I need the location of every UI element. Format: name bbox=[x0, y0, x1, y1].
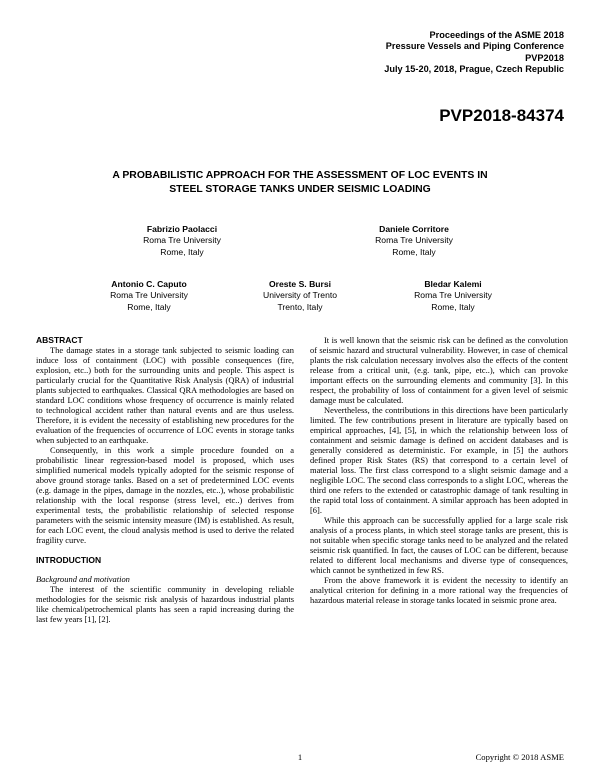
proceedings-line: July 15-20, 2018, Prague, Czech Republic bbox=[384, 63, 564, 74]
author-location: Rome, Italy bbox=[431, 301, 475, 312]
author-location: Rome, Italy bbox=[392, 246, 436, 257]
left-column bbox=[36, 335, 294, 624]
introduction-heading: INTRODUCTION bbox=[36, 555, 102, 566]
author-block bbox=[102, 224, 262, 258]
author-name: Bledar Kalemi bbox=[424, 279, 482, 289]
proceedings-line: Pressure Vessels and Piping Conference bbox=[385, 41, 564, 52]
right-column bbox=[310, 335, 568, 605]
introduction-subheading: Background and motivation bbox=[36, 574, 130, 585]
author-block bbox=[373, 279, 533, 313]
title-line: A PROBABILISTIC APPROACH FOR THE ASSESSMENT OF LOC EVENTS IN bbox=[112, 170, 488, 181]
body-paragraph: From the above framework it is evident the necessity to identify an analytical criterion for defining in a more rational way the frequencies of hazardous material release in storage tanks located in seismic prone area. bbox=[310, 575, 568, 606]
author-name: Daniele Corritore bbox=[379, 224, 449, 234]
body-paragraph: While this approach can be successfully applied for a large scale risk analysis of a process plants, in which steel storage tanks are present, this is not suitable when specific storage tanks need to be analyzed and the related seismic risk quantified. In fact, the causes of LOC can be different, because related to different local mechanisms and diverse type of consequences, which cannot be synthetized in few RS. bbox=[310, 515, 568, 576]
author-affiliation: Roma Tre University bbox=[110, 290, 188, 301]
author-affiliation: University of Trento bbox=[262, 290, 338, 301]
copyright-notice: Copyright © 2018 ASME bbox=[475, 752, 564, 762]
author-location: Trento, Italy bbox=[277, 301, 323, 312]
author-block bbox=[220, 279, 380, 313]
author-name: Oreste S. Bursi bbox=[268, 279, 332, 289]
author-affiliation: Roma Tre University bbox=[414, 290, 492, 301]
body-paragraph: It is well known that the seismic risk can be defined as the convolution of seismic hazard and structural vulnerability. However, in case of chemical plants the risk calculation necessary involves also the effects of the content release from a critical unit, (e.g. tank, pipe, etc..), which can provoke important effects on the surrounding elements and community [3]. In this respect, the probability of loss of containment for a given level of seismic damage must be calculated. bbox=[310, 335, 568, 406]
page-number: 1 bbox=[297, 752, 303, 762]
proceedings-block bbox=[384, 30, 564, 75]
author-name: Fabrizio Paolacci bbox=[146, 224, 218, 234]
author-location: Rome, Italy bbox=[127, 301, 171, 312]
paper-id: PVP2018-84374 bbox=[439, 106, 564, 125]
paper-title bbox=[40, 169, 560, 196]
body-paragraph: Nevertheless, the contributions in this directions have been particularly limited. The few contributions present in literature are typically based on empirical approaches, [4], [5], in which the relationship between loss of containment and seismic damage is defined on accident databases and is generally considered as deterministic. For example, in [5] the authors defined proper Risk States (RS) that correspond to a certain level of material loss. The first class correspond to a slight seismic damage and a negligible LOC. The second class corresponds to a slight LOC, whereas the third one refers to the extended or catastrophic damage of tank resulting in the rapid total loss of containment. A similar approach has been adopted in [6]. bbox=[310, 405, 568, 516]
proceedings-line: Proceedings of the ASME 2018 bbox=[429, 30, 564, 40]
author-block bbox=[334, 224, 494, 258]
author-name: Antonio C. Caputo bbox=[111, 279, 187, 289]
abstract-paragraph: The damage states in a storage tank subjected to seismic loading can induce loss of containment (LOC) with possible consequences (fire, explosion, etc..) both for the surrounding units and people. This aspect is particularly crucial for the Quantitative Risk Analysis (QRA) of industrial plants subjected to earthquakes. Classical QRA methodologies are based on standard LOC conditions whose frequency of occurrence is mainly related to technological accident rather than natural events and are thus useless. Therefore, it is evident the necessity of establishing new procedures for the evaluation of the frequencies of occurrence of LOC events in storage tanks when subjected to an earthquake. bbox=[36, 345, 294, 446]
introduction-paragraph: The interest of the scientific community in developing reliable methodologies for the seismic risk analysis of hazardous industrial plants like chemical/petrochemical plants has seen a rapid increasing during the last few years [1], [2]. bbox=[36, 584, 294, 625]
author-location: Rome, Italy bbox=[160, 246, 204, 257]
abstract-paragraph: Consequently, in this work a simple procedure founded on a probabilistic linear regression-based model is proposed, which uses simplified numerical models typically adopted for the seismic response of above ground storage tanks. Based on a set of predetermined LOC events (e.g. damage in the pipes, damage in the nozzles, etc..), whose probabilistic relationship with the local response (stress level, etc..) derives from experimental tests, the probabilistic relationship of selected response parameters with the seismic intensity measure (IM) is established. As result, for each LOC event, the cloud analysis method is used to derive the related fragility curve. bbox=[36, 445, 294, 546]
title-line: STEEL STORAGE TANKS UNDER SEISMIC LOADING bbox=[169, 183, 431, 195]
proceedings-line: PVP2018 bbox=[525, 52, 564, 63]
author-affiliation: Roma Tre University bbox=[143, 235, 221, 246]
abstract-heading: ABSTRACT bbox=[36, 335, 83, 345]
author-block bbox=[69, 279, 229, 313]
author-affiliation: Roma Tre University bbox=[375, 235, 453, 246]
